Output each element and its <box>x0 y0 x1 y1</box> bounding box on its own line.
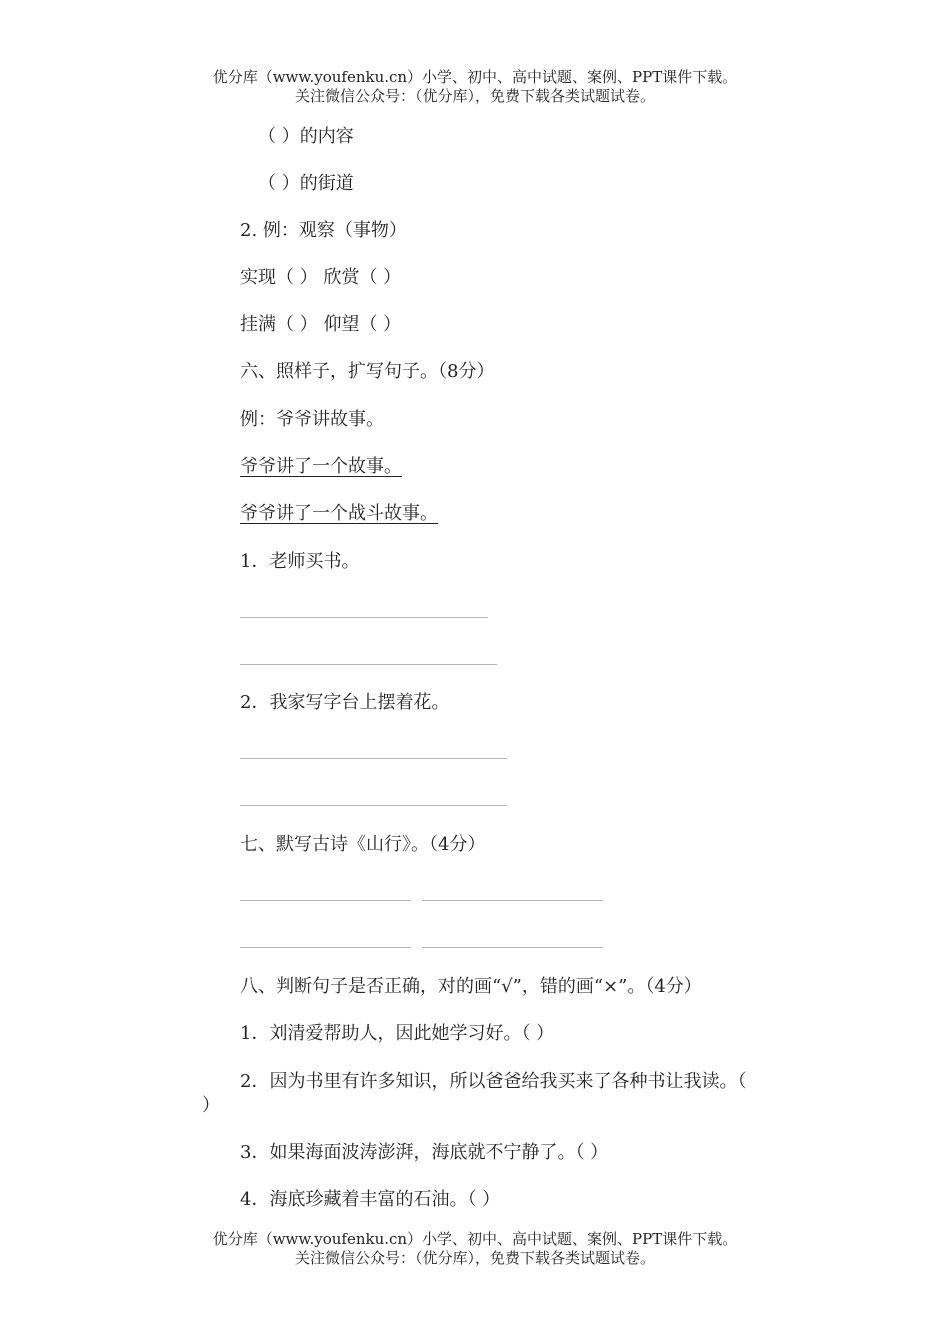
section-6-example-label: 例：爷爷讲故事。 <box>240 409 384 430</box>
page-header <box>0 68 950 106</box>
answer-line <box>240 758 507 759</box>
section-8-question-3: 3．如果海面波涛澎湃，海底就不宁静了。（ ） <box>240 1142 609 1163</box>
section-8-question-2-cont: ） <box>202 1095 220 1116</box>
answer-line <box>240 664 497 665</box>
section-6-example-2: 爷爷讲了一个战斗故事。 <box>240 503 438 524</box>
answer-line <box>240 805 507 806</box>
footer-line-2: 关注微信公众号：（优分库），免费下载各类试题试卷。 <box>294 1249 655 1267</box>
section-6-question-1: 1．老师买书。 <box>240 551 360 572</box>
section-6-question-2: 2．我家写字台上摆着花。 <box>240 692 450 713</box>
header-line-1: 优分库（www.youfenku.cn）小学、初中、高中试题、案例、PPT课件下载。 <box>212 68 738 86</box>
section-6-title: 六、照样子，扩写句子。（8分） <box>240 361 495 382</box>
q2-row-1: 实现（ ） 欣赏（ ） <box>240 267 402 288</box>
section-8-question-4: 4．海底珍藏着丰富的石油。（ ） <box>240 1189 501 1210</box>
poem-line <box>422 900 603 901</box>
page-footer <box>0 1230 950 1268</box>
q2-row-2: 挂满（ ） 仰望（ ） <box>240 314 402 335</box>
footer-line-1: 优分库（www.youfenku.cn）小学、初中、高中试题、案例、PPT课件下载。 <box>212 1230 738 1248</box>
section-6-example-1: 爷爷讲了一个故事。 <box>240 456 402 477</box>
poem-line <box>422 947 603 948</box>
answer-line <box>240 617 488 618</box>
section-8-title: 八、判断句子是否正确，对的画“√”，错的画“×”。（4分） <box>240 976 702 997</box>
fill-item-content: （ ）的内容 <box>258 126 354 147</box>
header-line-2: 关注微信公众号：（优分库），免费下载各类试题试卷。 <box>294 87 655 105</box>
poem-line <box>240 947 411 948</box>
section-8-question-2: 2．因为书里有许多知识，所以爸爸给我买来了各种书让我读。（ <box>240 1071 747 1092</box>
fill-item-street: （ ）的街道 <box>258 173 354 194</box>
section-7-title: 七、默写古诗《山行》。（4分） <box>240 834 486 855</box>
poem-line <box>240 900 411 901</box>
section-8-question-1: 1．刘清爱帮助人，因此她学习好。（ ） <box>240 1023 555 1044</box>
q2-example-title: 2. 例：观察（事物） <box>240 220 407 241</box>
